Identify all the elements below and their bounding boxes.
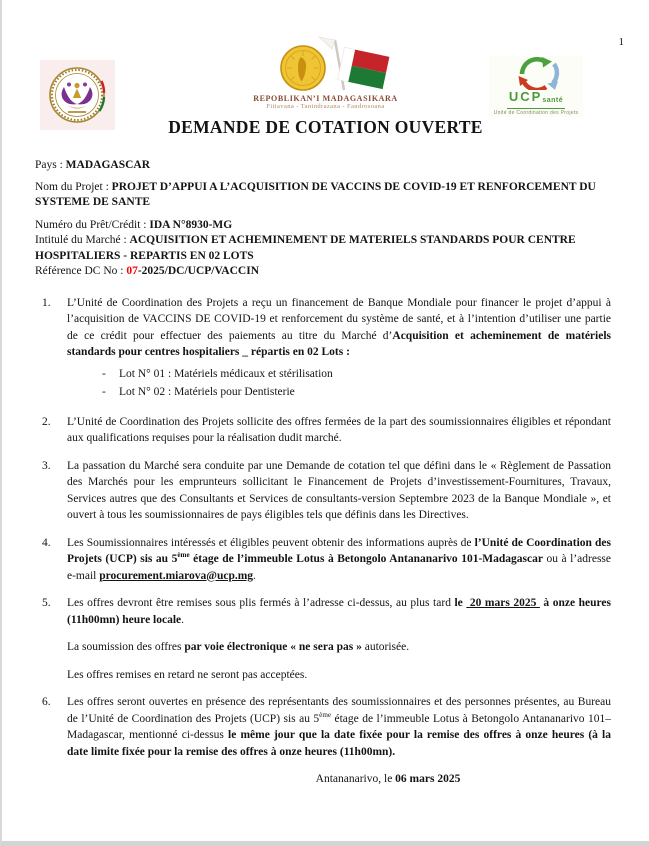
republic-title: REPOBLIKAN’I MADAGASIKARA — [253, 94, 398, 103]
paragraph-4: 4. Les Soumissionnaires intéressés et éligibles peuvent obtenir des informations auprès de l’Unité de Coordination des Projets (UCP) sis au 5ème étage de l’immeuble Lotus à Betongolo Antananarivo 101-Madagascar ou à l’adresse e-mail procurement.miarova@ucp.mg. — [42, 536, 612, 582]
madagascar-emblem-icon — [251, 36, 401, 94]
paragraph-number: 6. — [42, 696, 51, 708]
document-meta — [35, 158, 611, 280]
paragraph-number: 3. — [42, 459, 51, 472]
lot-item: - Lot N° 02 : Matériels pour Dentisterie — [102, 383, 611, 401]
paragraph-number: 2. — [42, 415, 51, 428]
paragraph-number: 4. — [42, 536, 51, 549]
ucp-arrows-icon — [496, 56, 576, 90]
ucp-sante-logo — [489, 56, 583, 117]
paragraph-1: 1. L’Unité de Coordination des Projets a reçu un financement de Banque Mondiale pour financer le projet d’appui à l’acquisition de VACCINS DE COVID-19 et renforcement du système de santé, et à l’intention d’utiliser une partie de ce crédit pour effectuer des paiements au titre du Marché d’Acquisition et acheminement de matériels standards pour centres hospitaliers _ répartis en 02 Lots : — [42, 296, 611, 358]
ucp-acronym: UCPsanté — [507, 90, 565, 109]
paragraph-3: 3. La passation du Marché sera conduite par une Demande de cotation tel que défini dans le « Règlement de Passation des Marchés pour les emprunteurs sollicitant le Financement de Projets d’investissement-Fournitures, Travaux, Services autres que des Consultants et Services de consultants-version Septembre 2023 de la Banque Mondiale », et ouvert à tous les soumissionnaires de pays éligibles tels que définis dans les Directives. — [42, 459, 611, 521]
meta-line-project-name: Nom du Projet : PROJET D’APPUI A L’ACQUISITION DE VACCINS DE COVID-19 ET RENFORCEMENT DU SYSTEME DE SANTE — [35, 180, 596, 208]
lot-item: - Lot N° 01 : Matériels médicaux et stérilisation — [102, 365, 611, 383]
document-title: DEMANDE DE COTATION OUVERTE — [168, 117, 483, 137]
republic-motto: Fitiavana - Tanindrazana - Fandrosoana — [266, 103, 385, 110]
paragraph-number: 1. — [42, 296, 51, 309]
ucp-caption: Unité de Coordination des Projets — [493, 110, 579, 116]
email-link[interactable]: procurement.miarova@ucp.mg — [99, 569, 254, 582]
paragraph-5: 5. Les offres devront être remises sous plis fermés à l’adresse ci-dessus, au plus tard le 20 mars 2025 à onze heures (11h00mn) heure locale. — [42, 597, 611, 626]
paragraph-5-electronic-submission: La soumission des offres par voie électronique « ne sera pas » autorisée. — [67, 641, 410, 653]
document-header — [2, 0, 649, 150]
meta-line-credit-number: Numéro du Prêt/Crédit : IDA N°8930-MG — [35, 218, 233, 231]
meta-line-reference: Référence DC No : 07-2025/DC/UCP/VACCIN — [35, 265, 260, 277]
lots-list — [67, 365, 611, 401]
dash-bullet: - — [102, 385, 106, 398]
paragraph-2: 2. L’Unité de Coordination des Projets sollicite des offres fermées de la part des soumissionnaires éligibles et répondant aux qualifications requises pour la réalisation dudit marché. — [42, 415, 611, 444]
document-body — [2, 150, 649, 788]
paragraph-number: 5. — [42, 597, 51, 609]
meta-line-pays: Pays : MADAGASCAR — [35, 159, 151, 171]
meta-line-contract-title: Intitulé du Marché : ACQUISITION ET ACHEMINEMENT DE MATERIELS STANDARDS POUR CENTRE HOSPITALIERS - REPARTIS EN 02 LOTS — [35, 234, 576, 262]
page-number: 1 — [618, 36, 624, 48]
paragraph-5-late-offers: Les offres remises en retard ne seront pas acceptées. — [67, 668, 308, 681]
date-line: Antananarivo, le 06 mars 2025 — [315, 773, 461, 785]
dash-bullet: - — [102, 367, 106, 380]
paragraph-6: 6. Les offres seront ouvertes en présence des représentants des soumissionnaires et des personnes présentes, au Bureau de l’Unité de Coordination des Projets (UCP) sis au 5ème étage de l’immeuble Lotus à Betongolo Antananarivo 101– Madagascar, mentionné ci-dessus le même jour que la date fixée pour la remise des offres à onze heures (à la date limite fixée pour la remise des offres à onze heures (11h00mn). — [42, 696, 611, 758]
